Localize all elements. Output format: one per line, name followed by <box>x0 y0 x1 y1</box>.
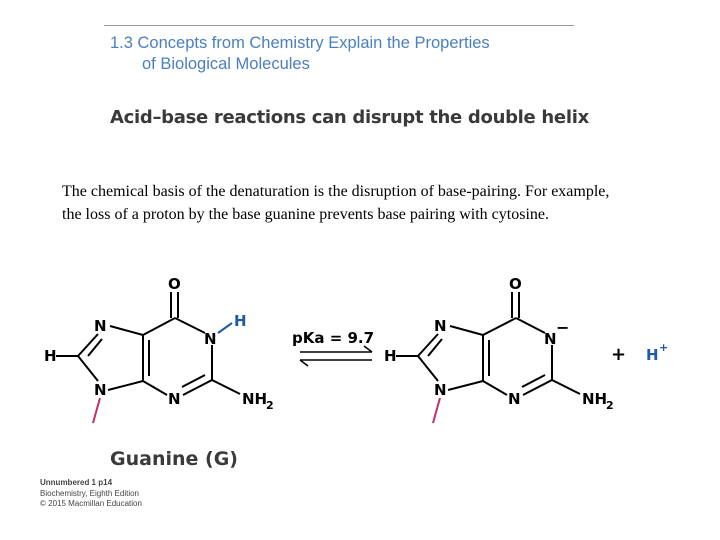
atom-h8: H <box>44 347 57 365</box>
atom-n7: N <box>94 317 107 335</box>
atom-nh2: NH <box>582 390 608 408</box>
slide-subtitle: Acid–base reactions can disrupt the double helix <box>110 107 589 128</box>
guanine-deprotonated-atoms <box>384 275 614 412</box>
equilibrium-arrows <box>300 346 372 366</box>
negative-charge: − <box>556 318 570 337</box>
atom-n3: N <box>168 390 181 408</box>
released-proton: H <box>646 346 659 364</box>
guanine-neutral <box>56 292 240 423</box>
atom-o: O <box>168 275 181 293</box>
proton-charge: + <box>659 341 669 354</box>
atom-h8: H <box>384 347 397 365</box>
atom-n9: N <box>434 381 447 399</box>
atom-h-acidic: H <box>234 312 247 330</box>
figure-credit <box>40 478 142 510</box>
guanine-neutral-atoms <box>44 275 274 412</box>
plus-sign: + <box>611 344 627 365</box>
atom-nh2: NH <box>242 390 268 408</box>
section-title-line-1: 1.3 Concepts from Chemistry Explain the Properties <box>110 34 490 52</box>
figure-caption: Guanine (G) <box>110 448 238 470</box>
atom-n9: N <box>94 381 107 399</box>
body-paragraph: The chemical basis of the denaturation is the disruption of base-pairing. For example, the loss of a proton by the base guanine prevents base pairing with cytosine. <box>62 183 610 223</box>
atom-n3: N <box>508 390 521 408</box>
atom-nh2-subscript: 2 <box>606 399 614 412</box>
pka-label: pKa = 9.7 <box>292 329 375 347</box>
atom-o: O <box>509 275 522 293</box>
atom-n1: N <box>204 330 217 348</box>
atom-n7: N <box>434 317 447 335</box>
guanine-deprotonated <box>396 292 580 423</box>
credit-copyright: © 2015 Macmillan Education <box>40 499 142 508</box>
atom-nh2-subscript: 2 <box>266 399 274 412</box>
credit-figure-number: Unnumbered 1 p14 <box>40 478 113 487</box>
atom-n1-anion: N <box>544 330 557 348</box>
section-title-line-2: of Biological Molecules <box>142 55 310 73</box>
credit-book: Biochemistry, Eighth Edition <box>40 488 140 498</box>
